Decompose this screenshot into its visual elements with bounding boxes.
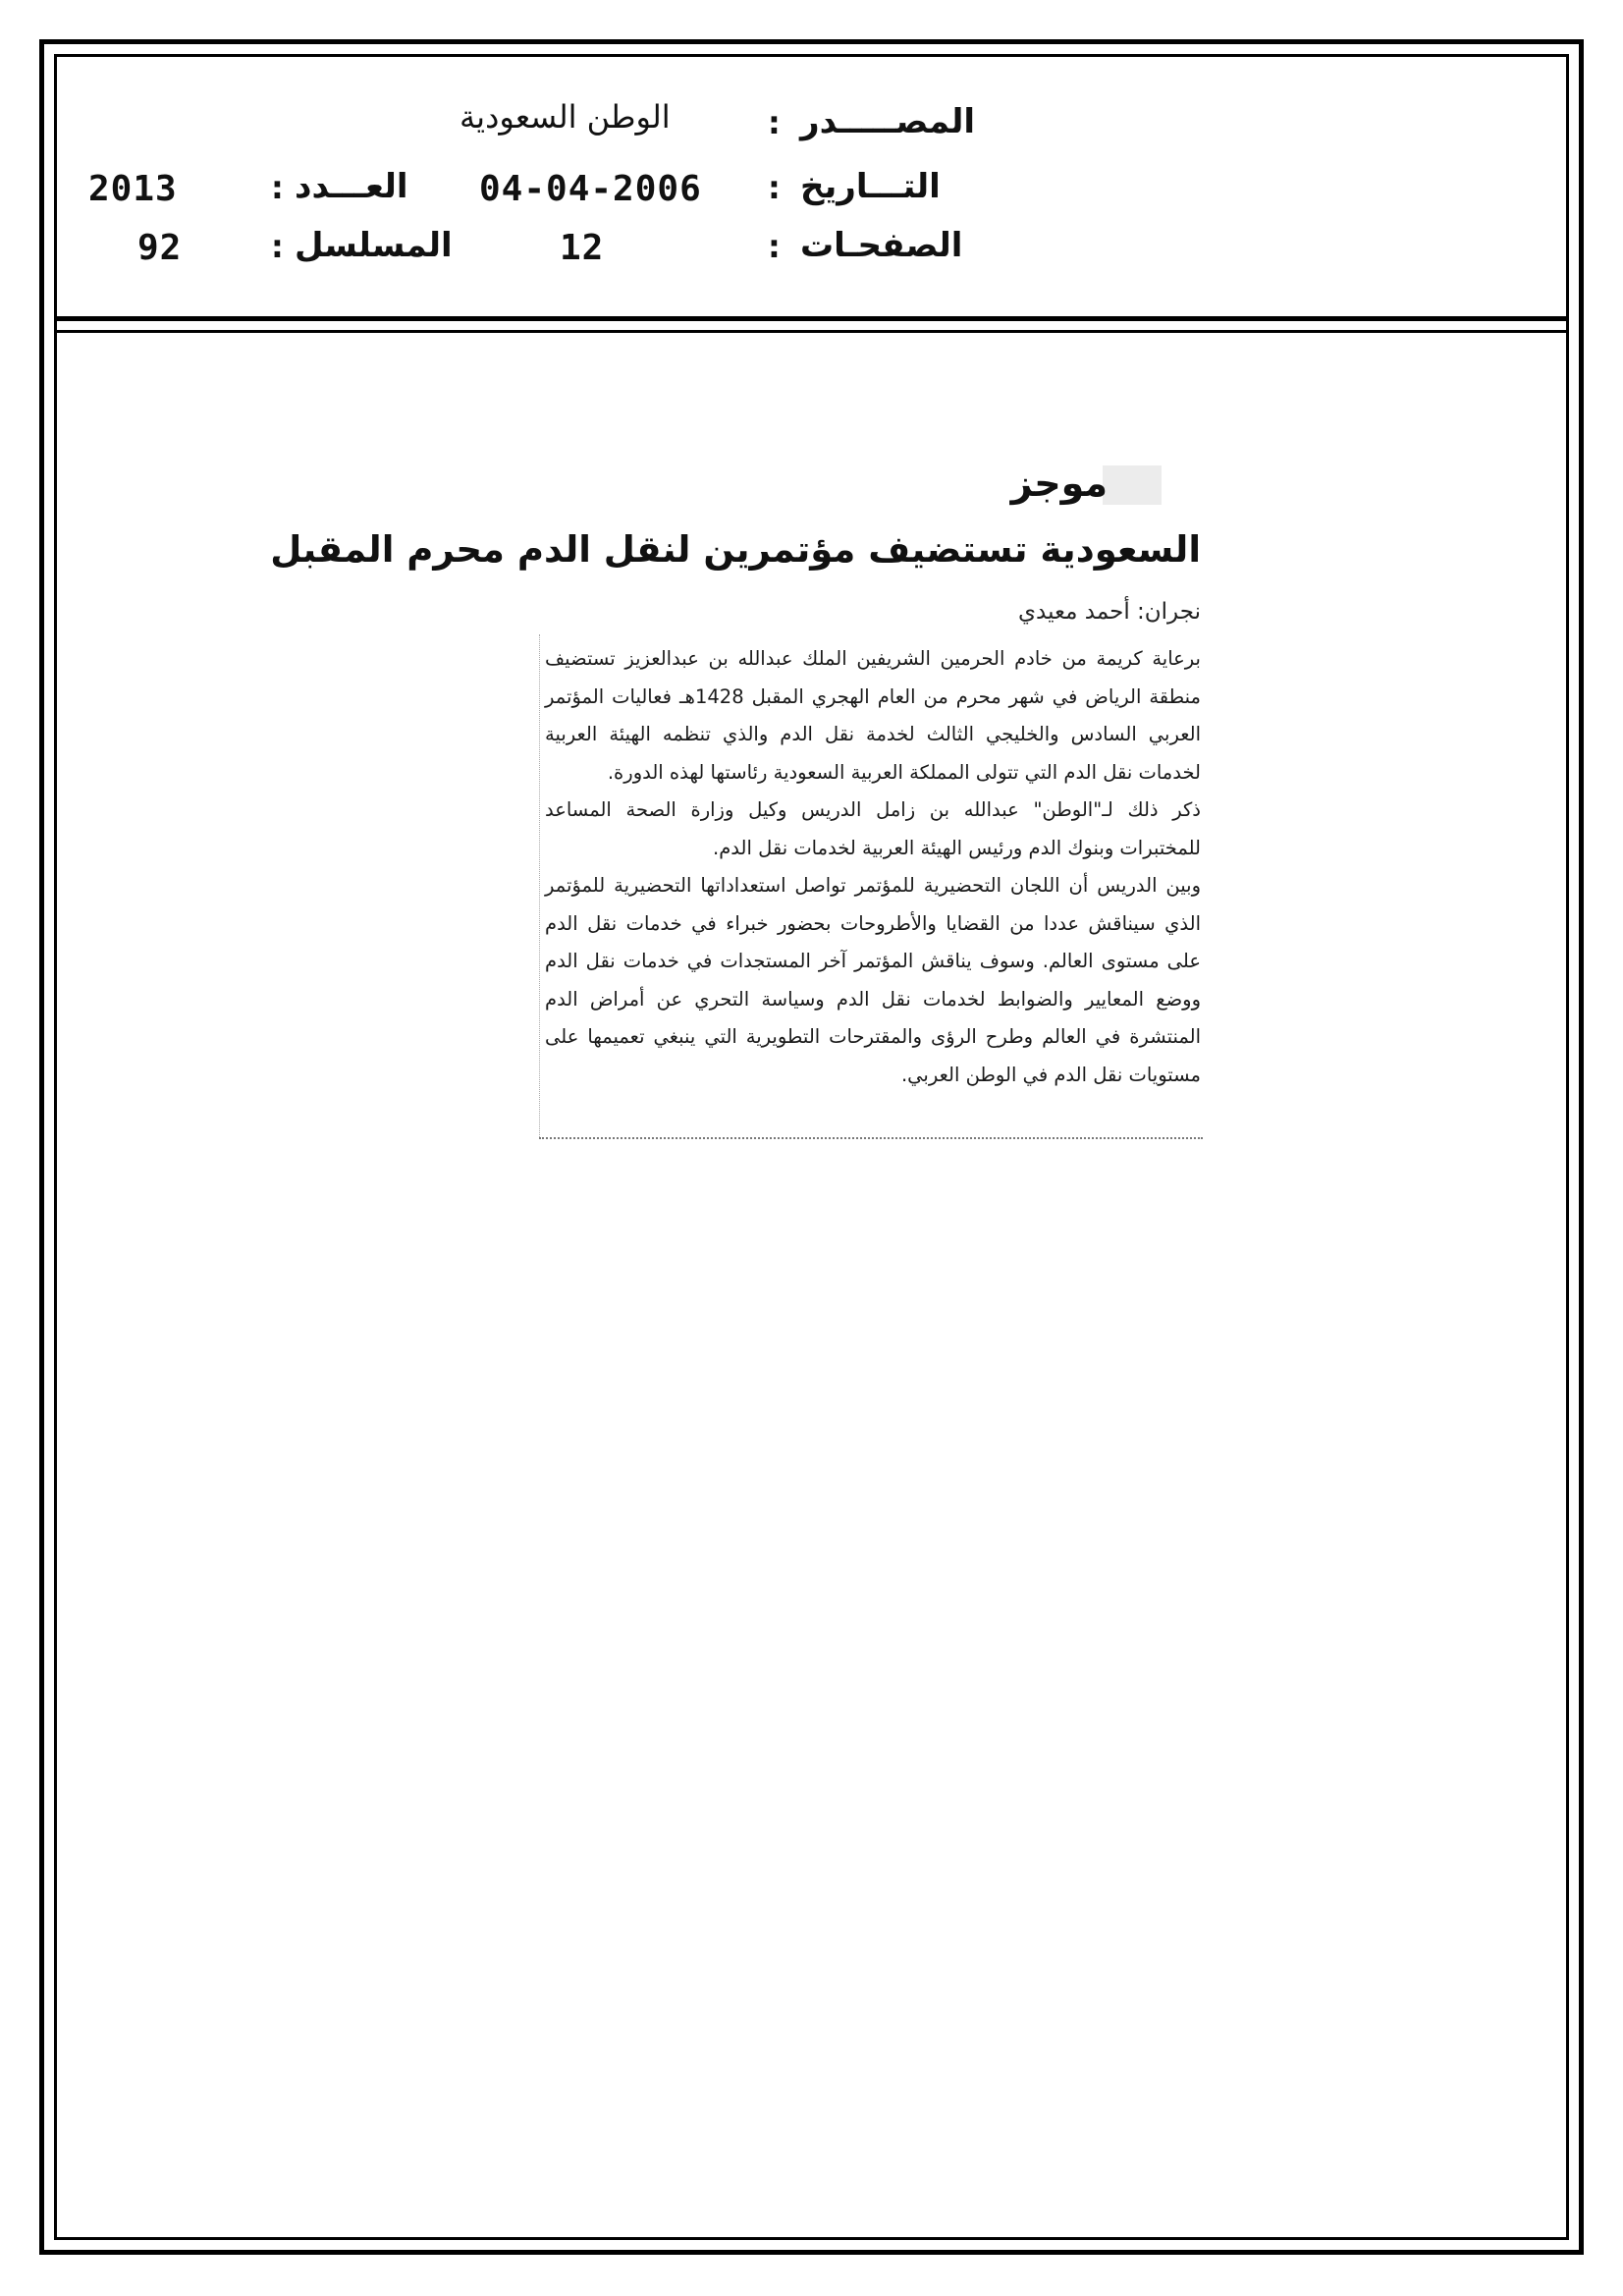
date-value: 04-04-2006 [479,169,702,209]
clipping-edge [539,634,540,1137]
header-divider [54,316,1569,321]
kicker-shade [1103,465,1162,505]
source-value: الوطن السعودية [460,98,671,136]
clipping-bottom-edge [539,1137,1203,1139]
article-paragraph: برعاية كريمة من خادم الحرمين الشريفين الملك عبدالله بن عبدالعزيز تستضيف منطقة الرياض في شهر محرم من العام الهجري المقبل 1428هـ فعاليات المؤتمر العربي السادس والخليجي الثالث لخدمة نقل الدم والذي تنظمه الهيئة العربية لخدمات نقل الدم التي تتولى المملكة العربية السعودية رئاستها لهذه الدورة. [545,647,1202,784]
pages-colon: : [768,228,781,265]
pages-value: 12 [560,228,605,268]
issue-label: العـــدد [295,167,408,206]
article-paragraph: وبين الدريس أن اللجان التحضيرية للمؤتمر تواصل استعداداتها التحضيرية للمؤتمر الذي سيناقش عددا من القضايا والأطروحات بحضور خبراء في خدمات نقل الدم على مستوى العالم. وسوف يناقش المؤتمر آخر المستجدات في خدمات نقل الدم ووضع المعايير والضوابط لخدمات نقل الدم وسياسة التحري عن أمراض الدم المنتشرة في العالم وطرح الرؤى والمقترحات التطويرية التي ينبغي تعميمها على مستويات نقل الدم في الوطن العربي. [545,874,1201,1086]
article-paragraph: ذكر ذلك لـ"الوطن" عبدالله بن زامل الدريس وكيل وزارة الصحة المساعد للمختبرات وبنوك الدم ورئيس الهيئة العربية لخدمات نقل الدم. [545,798,1201,859]
date-label: التـــاريخ [800,167,941,206]
article-body [545,640,1201,1094]
pages-label: الصفحـات [800,226,963,265]
source-colon: : [768,104,781,141]
header-divider-inner [54,330,1569,333]
serial-value: 92 [137,228,183,268]
serial-label: المسلسل [295,226,453,265]
date-colon: : [768,169,781,206]
article-kicker: موجز [1010,462,1108,505]
issue-colon: : [271,169,284,206]
issue-value: 2013 [88,169,178,209]
source-label: المصـــــدر [800,102,976,141]
article-headline: السعودية تستضيف مؤتمرين لنقل الدم محرم المقبل [270,528,1201,571]
article-byline: نجران: أحمد معيدي [1018,599,1201,625]
newspaper-clipping [270,462,1202,1149]
serial-colon: : [271,228,284,265]
